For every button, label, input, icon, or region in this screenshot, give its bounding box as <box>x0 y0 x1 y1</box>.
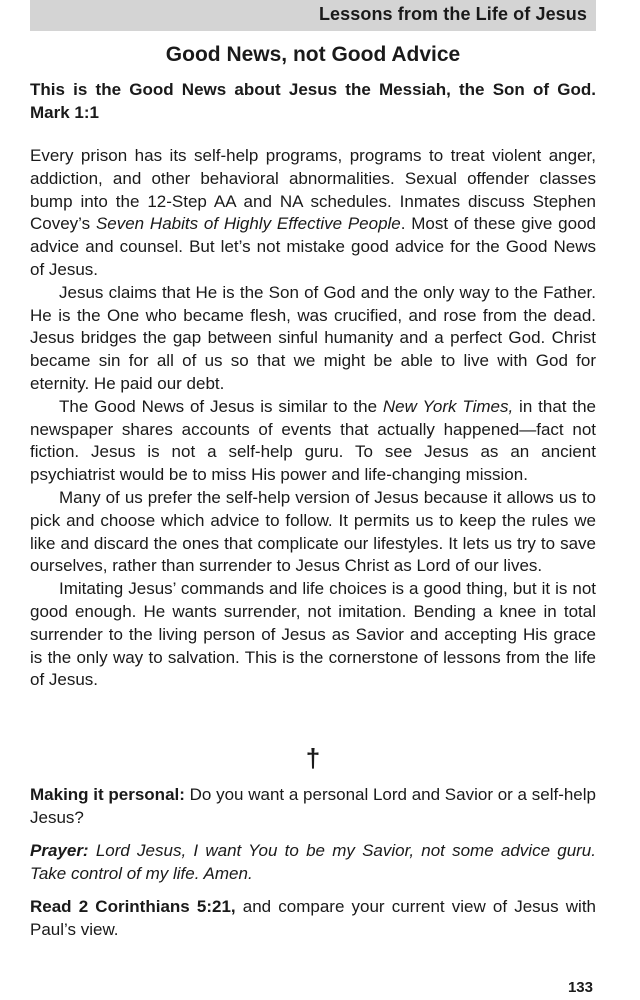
book-title: Seven Habits of Highly Effective People <box>95 214 401 234</box>
paragraph-2: Jesus claims that He is the Son of God and the only way to the Father. He is the One who became flesh, was crucified, and rose from the dead. Jesus bridges the gap between sinful humanity and a perfect God. Christ became sin for all of us so that we might be able to live with God for eternity. He paid our debt. <box>30 282 596 393</box>
newspaper-title: New York Times, <box>382 396 514 416</box>
paragraph-1: Every prison has its self-help programs, programs to treat violent anger, addiction, and other behavioral abnormalities. Sexual offender classes bump into the 12-Step AA and NA schedules. Inmates discuss Stephen Covey’s Seven Habits of Highly Effective People. Most of these give good advice and counsel. But let’s not mistake good advice for the Good News of Jesus. <box>30 146 596 279</box>
cross-divider-icon: † <box>305 743 321 773</box>
paragraph-3: The Good News of Jesus is similar to the New York Times, in that the newspaper shares accounts of events that actually happened—fact not fiction. Jesus is not a self-help guru. To see Jesus as an ancient psychiatrist would be to miss His power and life-changing mission. <box>30 396 597 485</box>
making-it-personal-label: Making it personal: <box>30 785 185 804</box>
read-reference-label: Read 2 Corinthians 5:21, <box>30 897 236 916</box>
page-title: Good News, not Good Advice <box>165 43 461 66</box>
prayer: Prayer: Lord Jesus, I want You to be my Savior, not some advice guru. Take control of my life. Amen. <box>30 841 596 883</box>
page-number: 133 <box>567 979 593 996</box>
body-text <box>30 145 596 692</box>
prayer-label: Prayer: <box>30 841 89 860</box>
scripture-verse: This is the Good News about Jesus the Messiah, the Son of God. Mark 1:1 <box>30 80 596 122</box>
paragraph-5: Imitating Jesus’ commands and life choices is a good thing, but it is not good enough. He wants surrender, not imitation. Bending a knee in total surrender to the living person of Jesus as Savior and accepting His grace is the only way to salvation. This is the cornerstone of lessons from the life of Jesus. <box>30 579 596 690</box>
running-header-title: Lessons from the Life of Jesus <box>318 4 587 24</box>
running-header <box>30 0 596 31</box>
paragraph-4: Many of us prefer the self-help version of Jesus because it allows us to pick and choose which advice to follow. It permits us to keep the rules we like and discard the ones that complicate our lifestyles. It lets us try to save ourselves, rather than surrender to Jesus Christ as Lord of our lives. <box>30 487 596 576</box>
making-it-personal: Making it personal: Do you want a personal Lord and Savior or a self-help Jesus? <box>30 785 596 827</box>
read-reference: Read 2 Corinthians 5:21, and compare your current view of Jesus with Paul’s view. <box>30 897 596 939</box>
